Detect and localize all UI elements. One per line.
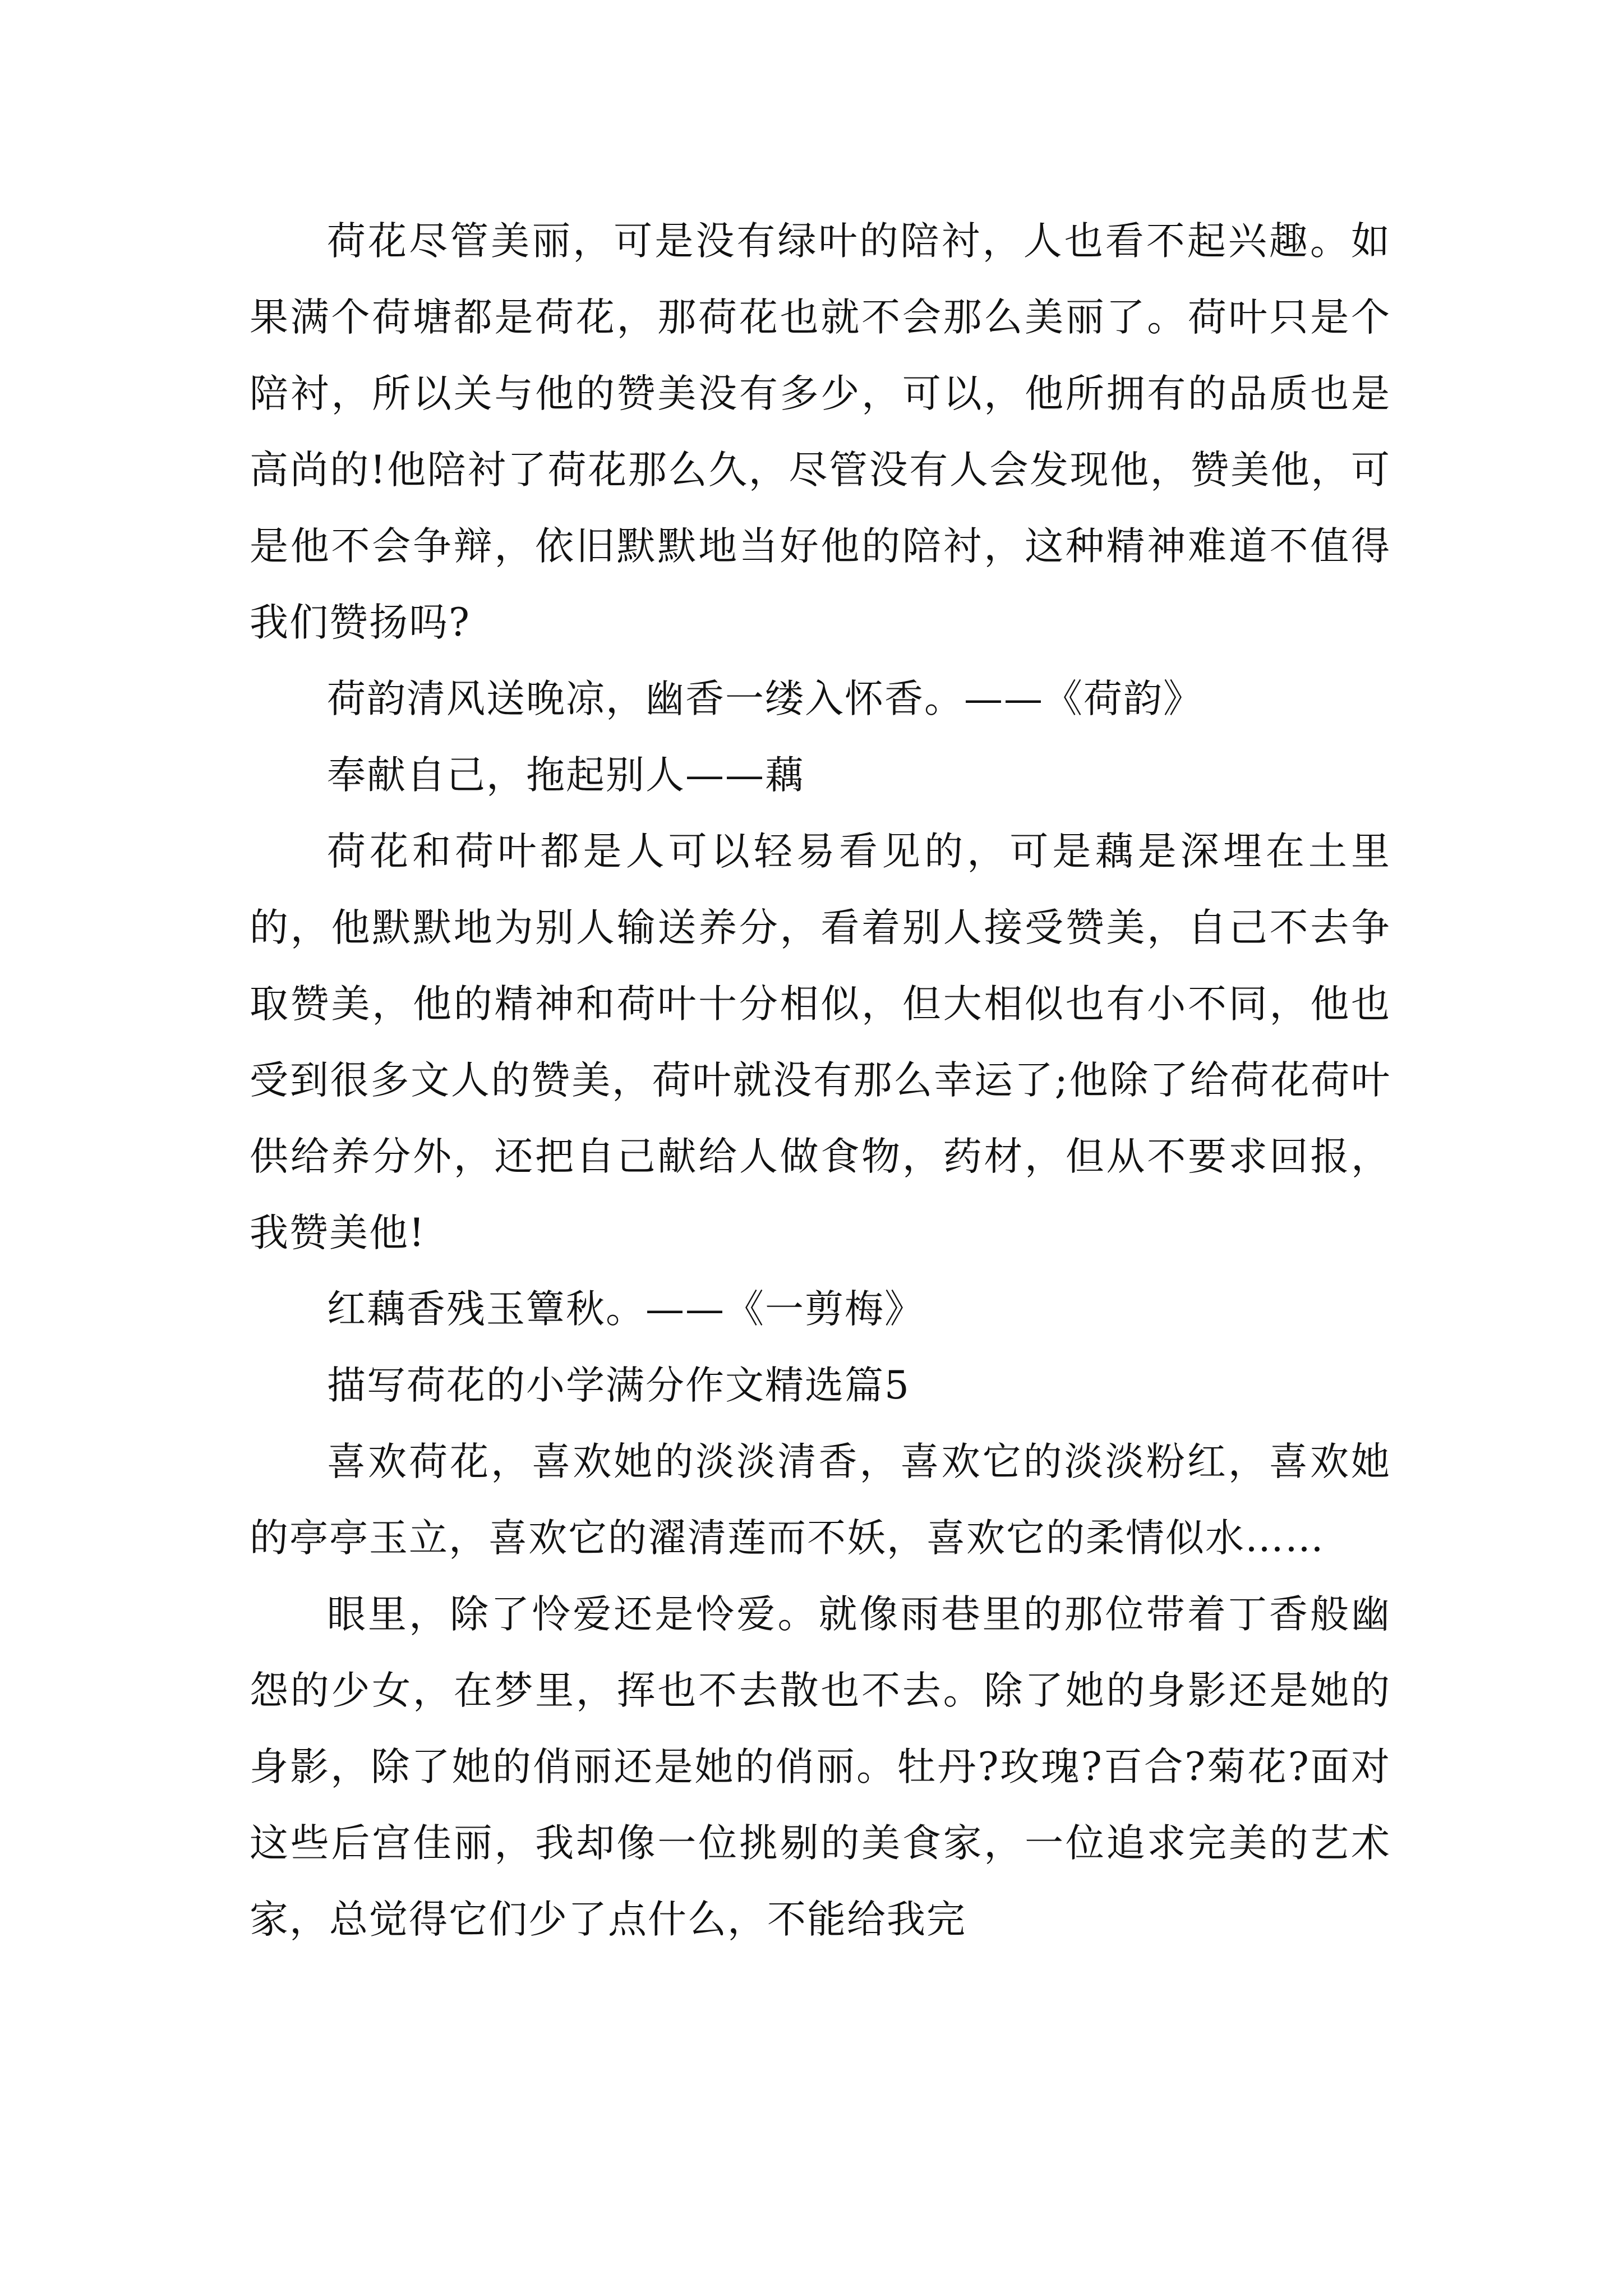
quote-he-yun: 荷韵清风送晚凉，幽香一缕入怀香。——《荷韵》 — [327, 677, 1203, 721]
paragraph-lotus-root: 荷花和荷叶都是人可以轻易看见的，可是藕是深埋在土里的，他默默地为别人输送养分，看着别人接受赞美，自己不去争取赞美，他的精神和荷叶十分相似，但大相似也有小不同，他也受到很多文人的赞美，荷叶就没有那么幸运了;他除了给荷花荷叶供给养分外，还把自己献给人做食物，药材，但从不要求回报，我赞美他! — [250, 829, 1391, 1255]
paragraph-eyes: 眼里，除了怜爱还是怜爱。就像雨巷里的那位带着丁香般幽怨的少女，在梦里，挥也不去散也不去。除了她的身影还是她的身影，除了她的俏丽还是她的俏丽。牡丹?玫瑰?百合?菊花?面对这些后宫佳丽，我却像一位挑剔的美食家，一位追求完美的艺术家，总觉得它们少了点什么，不能给我完 — [250, 1592, 1391, 1942]
document-body — [250, 203, 1391, 1958]
essay-title-part-5: 描写荷花的小学满分作文精选篇5 — [327, 1363, 910, 1408]
quote-yi-jian-mei: 红藕香残玉簟秋。——《一剪梅》 — [327, 1287, 924, 1332]
paragraph-lotus-leaf: 荷花尽管美丽，可是没有绿叶的陪衬，人也看不起兴趣。如果满个荷塘都是荷花，那荷花也就不会那么美丽了。荷叶只是个陪衬，所以关与他的赞美没有多少，可以，他所拥有的品质也是高尚的!他陪衬了荷花那么久，尽管没有人会发现他，赞美他，可是他不会争辩，依旧默默地当好他的陪衬，这种精神难道不值得我们赞扬吗? — [250, 219, 1391, 645]
section-heading-lotus-root: 奉献自己，拖起别人——藕 — [327, 753, 805, 798]
paragraph-like-lotus: 喜欢荷花，喜欢她的淡淡清香，喜欢它的淡淡粉红，喜欢她的亭亭玉立，喜欢它的濯清莲而不妖，喜欢它的柔情似水…… — [250, 1439, 1391, 1561]
